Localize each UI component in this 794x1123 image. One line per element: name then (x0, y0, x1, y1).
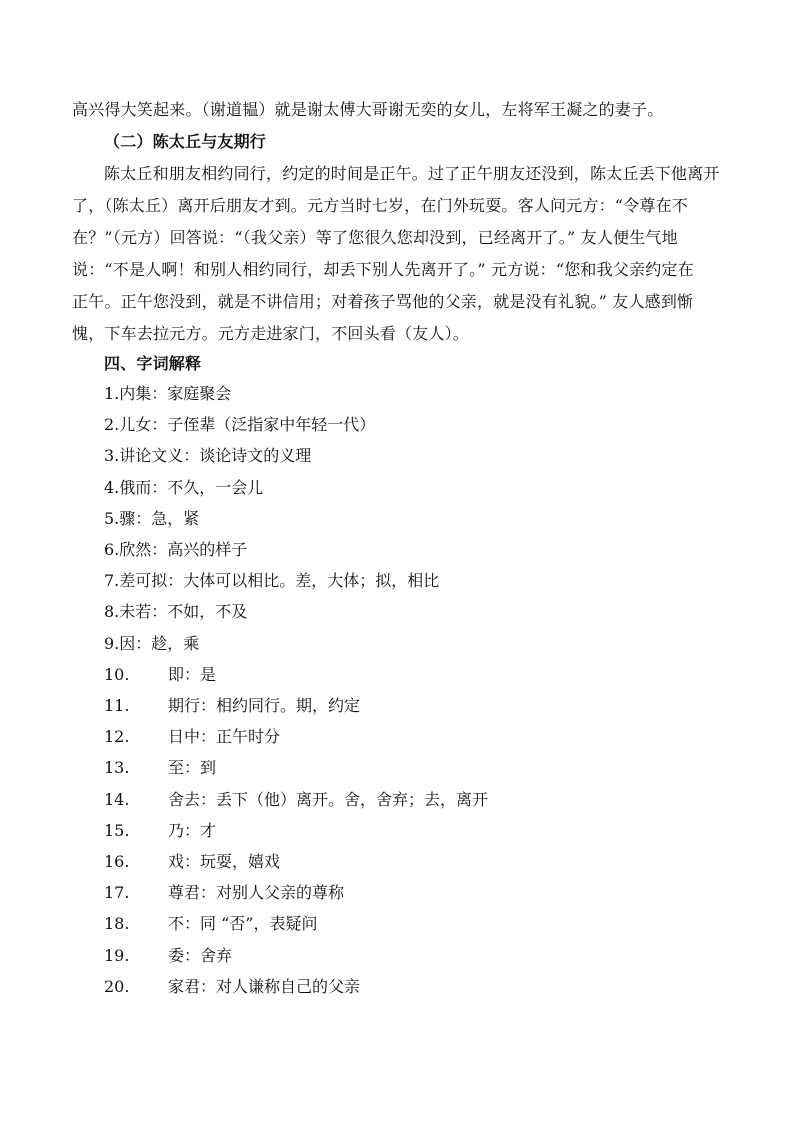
glossary-item-number: 4. (104, 478, 120, 497)
glossary-item-text: 乃：才 (168, 821, 217, 840)
translation-line: 正午。正午您没到，就是不讲信用；对着孩子骂他的父亲，就是没有礼貌。” 友人感到惭 (72, 292, 694, 311)
glossary-item (104, 634, 199, 654)
glossary-item (104, 540, 247, 560)
glossary-item-text: 即：是 (168, 665, 217, 684)
glossary-item (104, 478, 263, 498)
glossary-item (104, 571, 439, 591)
glossary-item-number: 1. (104, 384, 120, 403)
glossary-item-number: 16. (104, 852, 130, 871)
glossary-item (104, 602, 247, 622)
glossary-item-text: 至：到 (168, 758, 217, 777)
glossary-item-number: 12. (104, 727, 130, 746)
glossary-item (104, 415, 375, 435)
glossary-item (104, 509, 199, 529)
section-4-title: 四、字词解释 (104, 354, 202, 373)
glossary-item (104, 727, 280, 747)
glossary-item (104, 852, 280, 872)
glossary-item-number: 10. (104, 665, 130, 684)
glossary-item-text: 差可拟：大体可以相比。差，大体；拟，相比 (119, 571, 440, 590)
glossary-item-number: 15. (104, 821, 130, 840)
glossary-item-text: 舍去：丢下（他）离开。舍，舍弃；去，离开 (168, 790, 489, 809)
glossary-item-text: 日中：正午时分 (168, 727, 281, 746)
glossary-item-text: 骤：急，紧 (119, 509, 200, 528)
glossary-item-text: 俄而：不久，一会儿 (119, 478, 264, 497)
glossary-item-number: 18. (104, 914, 130, 933)
glossary-item-number: 13. (104, 758, 130, 777)
glossary-item (104, 883, 344, 903)
glossary-item (104, 665, 216, 685)
glossary-item-text: 家君：对人谦称自己的父亲 (168, 977, 361, 996)
glossary-item-number: 8. (104, 602, 120, 621)
glossary-item-number: 19. (104, 946, 130, 965)
glossary-item-number: 14. (104, 790, 130, 809)
glossary-item (104, 946, 232, 966)
glossary-item-text: 内集：家庭聚会 (119, 384, 232, 403)
glossary-item-text: 不：同 “否”，表疑问 (168, 914, 318, 933)
glossary-item-number: 17. (104, 883, 130, 902)
translation-line: 陈太丘和朋友相约同行，约定的时间是正午。过了正午朋友还没到，陈太丘丢下他离开 (104, 164, 720, 183)
glossary-item (104, 790, 488, 810)
glossary-item-number: 20. (104, 977, 130, 996)
glossary-item (104, 821, 216, 841)
glossary-item (104, 977, 360, 997)
glossary-item-number: 7. (104, 571, 120, 590)
glossary-item-text: 期行：相约同行。期，约定 (168, 696, 361, 715)
glossary-item-text: 戏：玩耍，嬉戏 (168, 852, 281, 871)
glossary-item-number: 11. (104, 696, 130, 715)
translation-line: 了，（陈太丘）离开后朋友才到。元方当时七岁，在门外玩耍。客人问元方：“令尊在不 (72, 196, 688, 215)
glossary-item (104, 696, 360, 716)
section-2-title: （二）陈太丘与友期行 (104, 132, 267, 151)
paragraph-tail: 高兴得大笑起来。（谢道韫）就是谢太傅大哥谢无奕的女儿，左将军王凝之的妻子。 (72, 100, 664, 119)
glossary-item-text: 欣然：高兴的样子 (119, 540, 248, 559)
glossary-item-text: 儿女：子侄辈（泛指家中年轻一代） (119, 415, 376, 434)
translation-line: 愧，下车去拉元方。元方走进家门，不回头看（友人）。 (72, 324, 470, 343)
translation-line: 说：“不是人啊！和别人相约同行，却丢下别人先离开了。” 元方说：“您和我父亲约定在 (72, 260, 694, 279)
glossary-item-text: 委：舍弃 (168, 946, 233, 965)
glossary-item-text: 尊君：对别人父亲的尊称 (168, 883, 345, 902)
glossary-item (104, 758, 216, 778)
glossary-item (104, 914, 317, 934)
glossary-item (104, 384, 231, 404)
glossary-item-number: 3. (104, 446, 120, 465)
glossary-item-number: 5. (104, 509, 120, 528)
glossary-item-number: 9. (104, 634, 120, 653)
glossary-item-text: 因：趁，乘 (119, 634, 200, 653)
glossary-item (104, 446, 311, 466)
glossary-item-number: 6. (104, 540, 120, 559)
glossary-item-text: 讲论文义：谈论诗文的义理 (119, 446, 312, 465)
glossary-item-text: 未若：不如，不及 (119, 602, 248, 621)
translation-line: 在？”（元方）回答说：“（我父亲）等了您很久您却没到，已经离开了。” 友人便生气地 (72, 228, 678, 247)
glossary-item-number: 2. (104, 415, 120, 434)
